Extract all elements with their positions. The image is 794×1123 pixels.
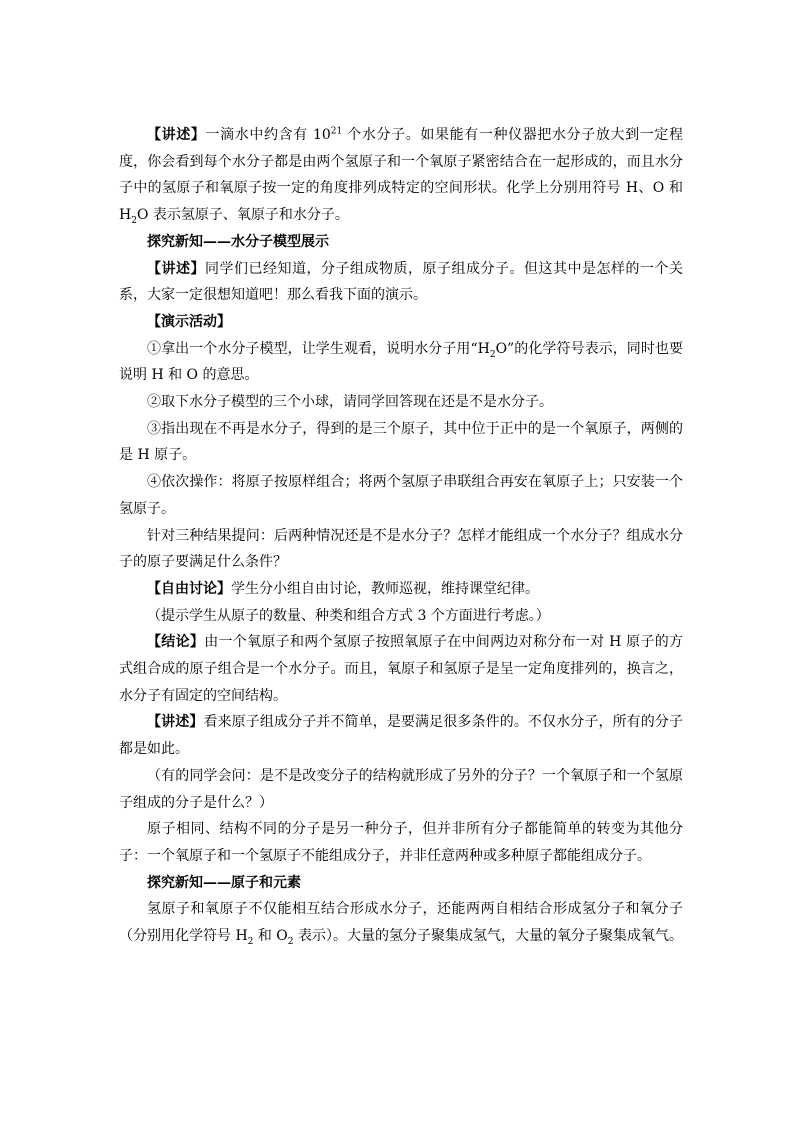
paragraph-demo-step-4: ④依次操作：将原子按原样组合；将两个氢原子串联组合再安在氧原子上；只安装一个氢原子。 <box>119 474 683 517</box>
paragraph-text: 同学们已经知道，分子组成物质，原子组成分子。但这其中是怎样的一个关系，大家一定很想知道吧！那么看我下面的演示。 <box>119 260 683 304</box>
paragraph-free-discussion <box>119 576 683 603</box>
paragraph-text: 由一个氧原子和两个氢原子按照氧原子在中间两边对称分布一对 H 原子的方式组合成的原子组合是一个水分子。而且，氧原子和氢原子是呈一定角度排列的，换言之，水分子有固定的空间结构。 <box>119 634 684 704</box>
paragraph-text: O”的化学符号表示，同时也要说明 H 和 O 的意思。 <box>119 340 683 384</box>
tag-free-discussion: 【自由讨论】 <box>147 580 231 597</box>
paragraph-demo-step-3: ③指出现在不再是水分子，得到的是三个原子，其中位于正中的是一个氧原子，两侧的是 H 原子。 <box>119 420 683 464</box>
paragraph-text: 看来原子组成分子并不简单，是要满足很多条件的。不仅水分子，所有的分子都是如此。 <box>119 714 684 758</box>
paragraph-text: O 表示氢原子、氧原子和水分子。 <box>136 207 349 224</box>
subscript: 2 <box>489 349 496 360</box>
paragraph-demo-step-2: ②取下水分子模型的三个小球，请同学回答现在还是不是水分子。 <box>147 394 553 411</box>
subscript: 2 <box>247 936 254 947</box>
tag-narration: 【讲述】 <box>147 127 206 143</box>
section-heading-atoms-elements: 探究新知——原子和元素 <box>147 874 301 891</box>
paragraph-hydrogen-oxygen <box>119 896 683 949</box>
tag-demo-activity: 【演示活动】 <box>147 313 231 330</box>
paragraph-narration-conditions <box>119 709 683 762</box>
paragraph-conclusion <box>119 629 683 709</box>
paragraph-hint: （提示学生从原子的数量、种类和组合方式 3 个方面进行考虑。） <box>147 607 550 624</box>
superscript: 21 <box>330 126 343 137</box>
paragraph-narration-water-drop <box>119 122 683 229</box>
paragraph-text: 表示）。大量的氢分子聚集成氢气，大量的氧分子聚集成氧气。 <box>293 928 683 945</box>
paragraph-student-question: （有的同学会问：是不是改变分子的结构就形成了另外的分子？一个氧原子和一个氢原子组成的分子是什么？） <box>119 767 683 811</box>
subscript: 2 <box>287 936 294 947</box>
paragraph-demo-step-1 <box>119 336 683 389</box>
paragraph-text: 个水分子。如果能有一种仪器把水分子放大到一定程度，你会看到每个水分子都是由两个氢原子和一个氧原子紧密结合在一起形成的，而且水分子中的氢原子和氧原子按一定的角度排列成特定的空间形状。化学上分别用符号 H、O 和 H <box>119 127 684 224</box>
document-body <box>119 122 683 950</box>
tag-narration: 【讲述】 <box>147 714 204 731</box>
subscript: 2 <box>131 215 137 226</box>
paragraph-narration-atoms-molecules <box>119 256 683 309</box>
paragraph-different-molecules: 原子相同、结构不同的分子是另一种分子，但并非所有分子都能简单的转变为其他分子：一个氧原子和一个氢原子不能组成分子，并非任意两种或多种原子都能组成分子。 <box>119 821 683 864</box>
paragraph-demo-activity-tag <box>119 309 683 336</box>
tag-conclusion: 【结论】 <box>147 634 205 651</box>
paragraph-text: 和 O <box>253 928 288 945</box>
paragraph-text: 学生分小组自由讨论，教师巡视，维持课堂纪律。 <box>231 580 539 597</box>
tag-narration: 【讲述】 <box>147 260 205 277</box>
paragraph-text: ①拿出一个水分子模型，让学生观看，说明水分子用“H <box>147 340 490 357</box>
paragraph-questions: 针对三种结果提问：后两种情况还是不是水分子？怎样才能组成一个水分子？组成水分子的原子要满足什么条件？ <box>119 527 683 571</box>
paragraph-text: 一滴水中约含有 10 <box>205 127 331 143</box>
section-heading-water-model: 探究新知——水分子模型展示 <box>147 233 329 250</box>
paragraph-text: 氢原子和氧原子不仅能相互结合形成水分子，还能两两自相结合形成氢分子和氧分子（分别用化学符号 H <box>119 901 683 945</box>
